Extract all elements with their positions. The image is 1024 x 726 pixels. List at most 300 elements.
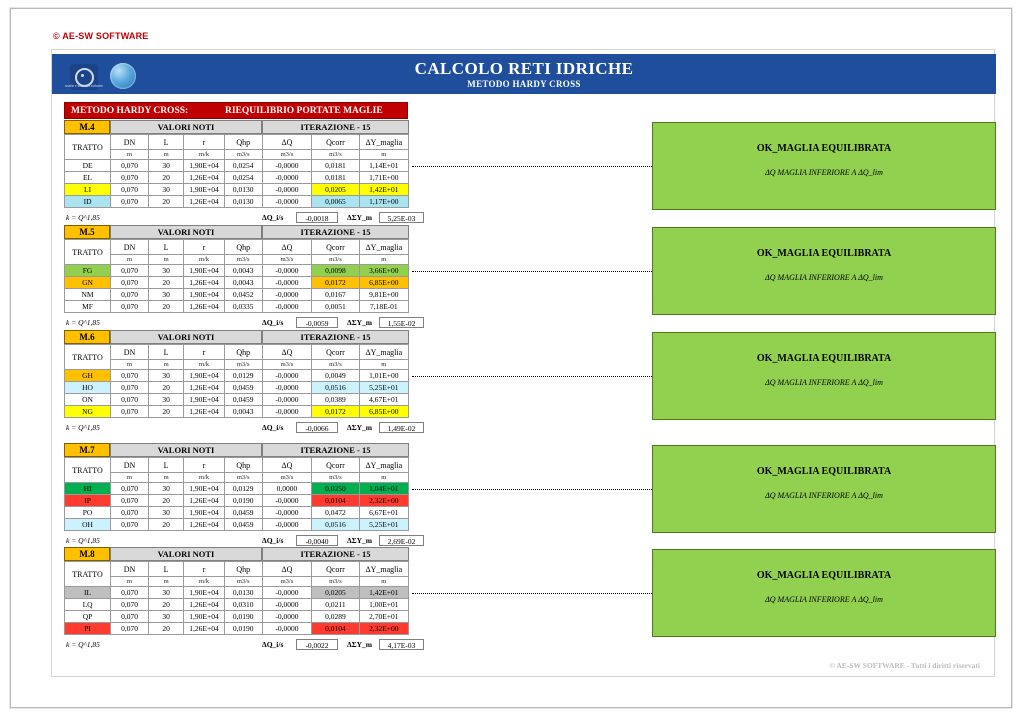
cell-r[interactable]: 1,90E+04 <box>184 611 224 623</box>
status-subtitle: ΔQ MAGLIA INFERIORE A ΔQ_lim <box>765 595 883 604</box>
cell-qhp[interactable]: 0,0130 <box>224 196 262 208</box>
status-panel-maglia-equilibrata <box>652 445 996 533</box>
cell-dy[interactable]: 2,32E+00 <box>359 623 408 635</box>
cell-dq[interactable]: -0,0000 <box>262 406 311 418</box>
col-unit-dy: m <box>359 473 408 483</box>
cell-l[interactable]: 20 <box>148 172 183 184</box>
cell-qhp[interactable]: 0,0130 <box>224 184 262 196</box>
col-unit-dq: m3/s <box>262 473 311 483</box>
status-panel-maglia-equilibrata <box>652 122 996 210</box>
table-row <box>65 495 409 507</box>
cell-r[interactable]: 1,90E+04 <box>184 587 224 599</box>
cell-l[interactable]: 30 <box>148 265 183 277</box>
column-group-iteration: ITERAZIONE - 15 <box>262 547 409 561</box>
cell-tratto[interactable]: HO <box>65 382 111 394</box>
maglia-id-tab[interactable]: M.4 <box>64 120 110 134</box>
cell-dq[interactable]: -0,0000 <box>262 301 311 313</box>
cell-qhp[interactable]: 0,0459 <box>224 519 262 531</box>
col-header-qhp: Qhp <box>224 240 262 255</box>
sum-dy-label: ΔΣY_m <box>347 318 373 327</box>
col-unit-l: m <box>148 255 183 265</box>
cell-tratto[interactable]: PI <box>65 623 111 635</box>
col-unit-qhp: m3/s <box>224 255 262 265</box>
status-panel-maglia-equilibrata <box>652 332 996 420</box>
cell-qcorr[interactable]: 0,0065 <box>312 196 359 208</box>
cell-r[interactable]: 1,26E+04 <box>184 495 224 507</box>
status-title: OK_MAGLIA EQUILIBRATA <box>756 143 892 154</box>
cell-qcorr[interactable]: 0,0250 <box>312 483 359 495</box>
col-unit-dn: m <box>111 150 149 160</box>
cell-qcorr[interactable]: 0,0205 <box>312 587 359 599</box>
cell-dn[interactable]: 0,070 <box>111 382 149 394</box>
col-header-tratto: TRATTO <box>65 345 111 370</box>
cell-l[interactable]: 30 <box>148 611 183 623</box>
status-title: OK_MAGLIA EQUILIBRATA <box>756 466 892 477</box>
cell-qhp[interactable]: 0,0129 <box>224 370 262 382</box>
cell-dq[interactable]: -0,0000 <box>262 611 311 623</box>
maglia-id-tab[interactable]: M.6 <box>64 330 110 344</box>
maglia-id-tab[interactable]: M.5 <box>64 225 110 239</box>
cell-l[interactable]: 30 <box>148 507 183 519</box>
cell-qhp[interactable]: 0,0335 <box>224 301 262 313</box>
cell-qhp[interactable]: 0,0254 <box>224 160 262 172</box>
cell-qcorr[interactable]: 0,0516 <box>312 382 359 394</box>
cell-dn[interactable]: 0,070 <box>111 289 149 301</box>
col-header-qhp: Qhp <box>224 135 262 150</box>
table-row <box>65 519 409 531</box>
cell-dq[interactable]: -0,0000 <box>262 394 311 406</box>
cell-dy[interactable]: 9,81E+00 <box>359 289 408 301</box>
cell-dq[interactable]: -0,0000 <box>262 196 311 208</box>
col-unit-qhp: m3/s <box>224 150 262 160</box>
col-unit-dn: m <box>111 255 149 265</box>
cell-tratto[interactable]: LI <box>65 184 111 196</box>
col-unit-qcorr: m3/s <box>312 473 359 483</box>
cell-dy[interactable]: 5,25E+01 <box>359 519 408 531</box>
cell-tratto[interactable]: PO <box>65 507 111 519</box>
status-subtitle: ΔQ MAGLIA INFERIORE A ΔQ_lim <box>765 273 883 282</box>
table-row <box>65 265 409 277</box>
table-row <box>65 406 409 418</box>
cell-qhp[interactable]: 0,0459 <box>224 394 262 406</box>
cell-r[interactable]: 1,90E+04 <box>184 184 224 196</box>
cell-dq[interactable]: -0,0000 <box>262 587 311 599</box>
cell-qhp[interactable]: 0,0459 <box>224 382 262 394</box>
cell-r[interactable]: 1,90E+04 <box>184 507 224 519</box>
section-title-left: METODO HARDY CROSS: <box>71 106 189 116</box>
cell-l[interactable]: 20 <box>148 382 183 394</box>
cell-l[interactable]: 30 <box>148 184 183 196</box>
col-unit-dn: m <box>111 473 149 483</box>
cell-dn[interactable]: 0,070 <box>111 277 149 289</box>
cell-l[interactable]: 30 <box>148 289 183 301</box>
cell-qhp[interactable]: 0,0043 <box>224 406 262 418</box>
cell-qhp[interactable]: 0,0190 <box>224 495 262 507</box>
cell-qcorr[interactable]: 0,0098 <box>312 265 359 277</box>
cell-dn[interactable]: 0,070 <box>111 160 149 172</box>
cell-dq[interactable]: -0,0000 <box>262 370 311 382</box>
cell-qhp[interactable]: 0,0043 <box>224 265 262 277</box>
k-formula-label: k = Q^1,85 <box>66 640 100 649</box>
col-header-r: r <box>184 240 224 255</box>
cell-qhp[interactable]: 0,0129 <box>224 483 262 495</box>
status-subtitle: ΔQ MAGLIA INFERIORE A ΔQ_lim <box>765 378 883 387</box>
k-formula-label: k = Q^1,85 <box>66 423 100 432</box>
sum-dy-value: 4,17E-03 <box>379 639 424 650</box>
k-formula-label: k = Q^1,85 <box>66 318 100 327</box>
cell-dy[interactable]: 5,25E+01 <box>359 382 408 394</box>
sum-dq-value: -0,0018 <box>296 212 338 223</box>
col-header-l: L <box>148 135 183 150</box>
cell-dy[interactable]: 2,32E+00 <box>359 495 408 507</box>
copyright-top: © AE-SW SOFTWARE <box>53 31 149 41</box>
cell-qcorr[interactable]: 0,0181 <box>312 172 359 184</box>
cell-dy[interactable]: 3,66E+00 <box>359 265 408 277</box>
cell-l[interactable]: 30 <box>148 370 183 382</box>
maglia-table <box>64 239 409 313</box>
col-header-qcorr: Qcorr <box>312 458 359 473</box>
cell-l[interactable]: 20 <box>148 196 183 208</box>
col-unit-qcorr: m3/s <box>312 360 359 370</box>
logo-caption: analisi e soluzioni software <box>65 84 103 88</box>
cell-qcorr[interactable]: 0,0051 <box>312 301 359 313</box>
cell-l[interactable]: 20 <box>148 406 183 418</box>
col-header-qcorr: Qcorr <box>312 345 359 360</box>
cell-qcorr[interactable]: 0,0167 <box>312 289 359 301</box>
col-unit-dy: m <box>359 360 408 370</box>
sum-dy-label: ΔΣY_m <box>347 640 373 649</box>
cell-tratto[interactable]: NM <box>65 289 111 301</box>
cell-dn[interactable]: 0,070 <box>111 265 149 277</box>
cell-dn[interactable]: 0,070 <box>111 599 149 611</box>
cell-dy[interactable]: 6,85E+00 <box>359 277 408 289</box>
table-row <box>65 196 409 208</box>
cell-dq[interactable]: -0,0000 <box>262 160 311 172</box>
cell-qhp[interactable]: 0,0130 <box>224 587 262 599</box>
cell-r[interactable]: 1,26E+04 <box>184 301 224 313</box>
col-header-dq: ΔQ <box>262 345 311 360</box>
table-row <box>65 184 409 196</box>
col-header-qhp: Qhp <box>224 345 262 360</box>
cell-tratto[interactable]: GH <box>65 370 111 382</box>
table-row <box>65 172 409 184</box>
cell-tratto[interactable]: MF <box>65 301 111 313</box>
sum-dq-label: ΔQ_i/s <box>262 318 284 327</box>
cell-dy[interactable]: 7,18E-01 <box>359 301 408 313</box>
cell-dy[interactable]: 1,42E+01 <box>359 184 408 196</box>
cell-dn[interactable]: 0,070 <box>111 507 149 519</box>
status-panel-maglia-equilibrata <box>652 549 996 637</box>
cell-dq[interactable]: -0,0000 <box>262 599 311 611</box>
cell-dq[interactable]: -0,0000 <box>262 623 311 635</box>
cell-tratto[interactable]: IL <box>65 587 111 599</box>
cell-qcorr[interactable]: 0,0516 <box>312 519 359 531</box>
col-unit-qhp: m3/s <box>224 360 262 370</box>
cell-dy[interactable]: 2,70E+01 <box>359 611 408 623</box>
cell-r[interactable]: 1,26E+04 <box>184 277 224 289</box>
page-subtitle: METODO HARDY CROSS <box>467 79 581 89</box>
cell-dq[interactable]: -0,0000 <box>262 184 311 196</box>
cell-r[interactable]: 1,26E+04 <box>184 172 224 184</box>
cell-dn[interactable]: 0,070 <box>111 184 149 196</box>
column-group-known: VALORI NOTI <box>110 330 262 344</box>
sum-dy-value: 2,69E-02 <box>379 535 424 546</box>
cell-l[interactable]: 20 <box>148 277 183 289</box>
connector-line <box>412 489 652 490</box>
col-header-dn: DN <box>111 458 149 473</box>
section-title-bar <box>64 102 408 119</box>
table-row <box>65 507 409 519</box>
cell-dy[interactable]: 1,00E+01 <box>359 599 408 611</box>
col-header-dq: ΔQ <box>262 458 311 473</box>
cell-qcorr[interactable]: 0,0289 <box>312 611 359 623</box>
cell-qhp[interactable]: 0,0452 <box>224 289 262 301</box>
cell-r[interactable]: 1,90E+04 <box>184 265 224 277</box>
cell-dy[interactable]: 1,01E+00 <box>359 370 408 382</box>
status-title: OK_MAGLIA EQUILIBRATA <box>756 570 892 581</box>
table-row <box>65 623 409 635</box>
cell-qcorr[interactable]: 0,0389 <box>312 394 359 406</box>
cell-dn[interactable]: 0,070 <box>111 611 149 623</box>
cell-r[interactable]: 1,90E+04 <box>184 483 224 495</box>
maglia-id-tab[interactable]: M.8 <box>64 547 110 561</box>
cell-dn[interactable]: 0,070 <box>111 301 149 313</box>
cell-l[interactable]: 30 <box>148 160 183 172</box>
cell-dn[interactable]: 0,070 <box>111 495 149 507</box>
cell-qhp[interactable]: 0,0459 <box>224 507 262 519</box>
cell-dq[interactable]: -0,0000 <box>262 265 311 277</box>
column-group-known: VALORI NOTI <box>110 443 262 457</box>
maglia-table <box>64 457 409 531</box>
cell-dn[interactable]: 0,070 <box>111 587 149 599</box>
cell-l[interactable]: 20 <box>148 495 183 507</box>
table-row <box>65 370 409 382</box>
column-group-known: VALORI NOTI <box>110 120 262 134</box>
cell-l[interactable]: 30 <box>148 587 183 599</box>
cell-dy[interactable]: 4,67E+01 <box>359 394 408 406</box>
col-unit-dq: m3/s <box>262 255 311 265</box>
col-header-tratto: TRATTO <box>65 562 111 587</box>
cell-dn[interactable]: 0,070 <box>111 370 149 382</box>
cell-qhp[interactable]: 0,0190 <box>224 611 262 623</box>
table-row <box>65 483 409 495</box>
table-row <box>65 301 409 313</box>
col-header-tratto: TRATTO <box>65 135 111 160</box>
cell-r[interactable]: 1,26E+04 <box>184 519 224 531</box>
cell-dn[interactable]: 0,070 <box>111 172 149 184</box>
col-header-dq: ΔQ <box>262 135 311 150</box>
cell-dq[interactable]: -0,0000 <box>262 382 311 394</box>
cell-qhp[interactable]: 0,0310 <box>224 599 262 611</box>
column-group-iteration: ITERAZIONE - 15 <box>262 330 409 344</box>
col-header-l: L <box>148 562 183 577</box>
cell-dy[interactable]: 1,42E+01 <box>359 587 408 599</box>
col-header-dn: DN <box>111 562 149 577</box>
footer-copyright: © AE-SW SOFTWARE - Tutti i diritti riservati <box>829 661 980 670</box>
col-header-dq: ΔQ <box>262 240 311 255</box>
cell-dn[interactable]: 0,070 <box>111 483 149 495</box>
sum-dy-label: ΔΣY_m <box>347 213 373 222</box>
cell-tratto[interactable]: QP <box>65 611 111 623</box>
cell-qcorr[interactable]: 0,0472 <box>312 507 359 519</box>
cell-r[interactable]: 1,26E+04 <box>184 623 224 635</box>
table-row <box>65 289 409 301</box>
cell-dq[interactable]: 0,0000 <box>262 483 311 495</box>
column-group-known: VALORI NOTI <box>110 547 262 561</box>
sum-dy-label: ΔΣY_m <box>347 423 373 432</box>
col-unit-r: m/k <box>184 150 224 160</box>
cell-qcorr[interactable]: 0,0205 <box>312 184 359 196</box>
cell-dn[interactable]: 0,070 <box>111 406 149 418</box>
cell-tratto[interactable]: GN <box>65 277 111 289</box>
table-row <box>65 611 409 623</box>
cell-tratto[interactable]: IP <box>65 495 111 507</box>
col-header-qcorr: Qcorr <box>312 240 359 255</box>
cell-qcorr[interactable]: 0,0104 <box>312 623 359 635</box>
cell-l[interactable]: 30 <box>148 394 183 406</box>
cell-dy[interactable]: 1,71E+00 <box>359 172 408 184</box>
cell-dq[interactable]: -0,0000 <box>262 172 311 184</box>
cell-dn[interactable]: 0,070 <box>111 196 149 208</box>
maglia-id-tab[interactable]: M.7 <box>64 443 110 457</box>
cell-r[interactable]: 1,26E+04 <box>184 382 224 394</box>
col-unit-r: m/k <box>184 255 224 265</box>
cell-tratto[interactable]: ID <box>65 196 111 208</box>
cell-dq[interactable]: -0,0000 <box>262 507 311 519</box>
status-title: OK_MAGLIA EQUILIBRATA <box>756 248 892 259</box>
cell-dq[interactable]: -0,0000 <box>262 289 311 301</box>
cell-qcorr[interactable]: 0,0172 <box>312 406 359 418</box>
cell-l[interactable]: 20 <box>148 623 183 635</box>
outer-frame <box>10 8 1012 708</box>
col-unit-dq: m3/s <box>262 360 311 370</box>
status-subtitle: ΔQ MAGLIA INFERIORE A ΔQ_lim <box>765 168 883 177</box>
cell-dy[interactable]: 6,67E+01 <box>359 507 408 519</box>
column-group-iteration: ITERAZIONE - 15 <box>262 443 409 457</box>
col-header-l: L <box>148 240 183 255</box>
col-header-r: r <box>184 135 224 150</box>
cell-dy[interactable]: 1,17E+00 <box>359 196 408 208</box>
col-header-dn: DN <box>111 240 149 255</box>
sum-dy-value: 5,25E-03 <box>379 212 424 223</box>
cell-tratto[interactable]: HI <box>65 483 111 495</box>
sum-dy-value: 1,55E-02 <box>379 317 424 328</box>
cell-dy[interactable]: 1,04E+01 <box>359 483 408 495</box>
col-header-dy: ΔY_maglia <box>359 562 408 577</box>
col-unit-qhp: m3/s <box>224 577 262 587</box>
col-header-r: r <box>184 458 224 473</box>
col-unit-qcorr: m3/s <box>312 577 359 587</box>
section-title-right: RIEQUILIBRIO PORTATE MAGLIE <box>225 106 383 116</box>
connector-line <box>412 166 652 167</box>
maglia-table <box>64 561 409 635</box>
cell-dq[interactable]: -0,0000 <box>262 519 311 531</box>
cell-r[interactable]: 1,90E+04 <box>184 370 224 382</box>
col-header-qcorr: Qcorr <box>312 135 359 150</box>
cell-qcorr[interactable]: 0,0211 <box>312 599 359 611</box>
cell-tratto[interactable]: OH <box>65 519 111 531</box>
cell-tratto[interactable]: DE <box>65 160 111 172</box>
col-header-l: L <box>148 345 183 360</box>
col-unit-r: m/k <box>184 360 224 370</box>
cell-r[interactable]: 1,90E+04 <box>184 160 224 172</box>
col-unit-dn: m <box>111 360 149 370</box>
table-row <box>65 587 409 599</box>
table-row <box>65 394 409 406</box>
cell-r[interactable]: 1,26E+04 <box>184 599 224 611</box>
col-header-qcorr: Qcorr <box>312 562 359 577</box>
cell-qhp[interactable]: 0,0254 <box>224 172 262 184</box>
cell-tratto[interactable]: NG <box>65 406 111 418</box>
cell-dn[interactable]: 0,070 <box>111 623 149 635</box>
cell-dq[interactable]: -0,0000 <box>262 277 311 289</box>
col-unit-dq: m3/s <box>262 150 311 160</box>
cell-dy[interactable]: 6,85E+00 <box>359 406 408 418</box>
cell-r[interactable]: 1,90E+04 <box>184 289 224 301</box>
table-row <box>65 277 409 289</box>
col-unit-dy: m <box>359 255 408 265</box>
connector-line <box>412 376 652 377</box>
status-panel-maglia-equilibrata <box>652 227 996 315</box>
col-unit-r: m/k <box>184 473 224 483</box>
table-row <box>65 599 409 611</box>
table-row <box>65 160 409 172</box>
cell-qcorr[interactable]: 0,0172 <box>312 277 359 289</box>
cell-l[interactable]: 20 <box>148 519 183 531</box>
cell-l[interactable]: 20 <box>148 599 183 611</box>
cell-tratto[interactable]: EL <box>65 172 111 184</box>
cell-l[interactable]: 20 <box>148 301 183 313</box>
cell-tratto[interactable]: LQ <box>65 599 111 611</box>
cell-l[interactable]: 30 <box>148 483 183 495</box>
sum-dq-label: ΔQ_i/s <box>262 536 284 545</box>
sum-dy-label: ΔΣY_m <box>347 536 373 545</box>
col-header-qhp: Qhp <box>224 562 262 577</box>
worksheet <box>51 49 995 677</box>
cell-tratto[interactable]: FG <box>65 265 111 277</box>
cell-qhp[interactable]: 0,0043 <box>224 277 262 289</box>
cell-qhp[interactable]: 0,0190 <box>224 623 262 635</box>
sum-dq-label: ΔQ_i/s <box>262 423 284 432</box>
maglia-table <box>64 344 409 418</box>
k-formula-label: k = Q^1,85 <box>66 213 100 222</box>
col-unit-l: m <box>148 577 183 587</box>
sum-dq-value: -0,0022 <box>296 639 338 650</box>
cell-dn[interactable]: 0,070 <box>111 394 149 406</box>
col-header-r: r <box>184 345 224 360</box>
cell-qcorr[interactable]: 0,0049 <box>312 370 359 382</box>
col-unit-dy: m <box>359 150 408 160</box>
cell-r[interactable]: 1,26E+04 <box>184 406 224 418</box>
sum-dq-label: ΔQ_i/s <box>262 213 284 222</box>
connector-line <box>412 593 652 594</box>
col-header-r: r <box>184 562 224 577</box>
cell-qcorr[interactable]: 0,0104 <box>312 495 359 507</box>
col-unit-l: m <box>148 473 183 483</box>
cell-r[interactable]: 1,26E+04 <box>184 196 224 208</box>
cell-r[interactable]: 1,90E+04 <box>184 394 224 406</box>
sum-dq-label: ΔQ_i/s <box>262 640 284 649</box>
cell-dq[interactable]: -0,0000 <box>262 495 311 507</box>
cell-dy[interactable]: 1,14E+01 <box>359 160 408 172</box>
k-formula-label: k = Q^1,85 <box>66 536 100 545</box>
cell-tratto[interactable]: ON <box>65 394 111 406</box>
cell-qcorr[interactable]: 0,0181 <box>312 160 359 172</box>
status-title: OK_MAGLIA EQUILIBRATA <box>756 353 892 364</box>
cell-dn[interactable]: 0,070 <box>111 519 149 531</box>
col-unit-qcorr: m3/s <box>312 150 359 160</box>
col-header-tratto: TRATTO <box>65 240 111 265</box>
